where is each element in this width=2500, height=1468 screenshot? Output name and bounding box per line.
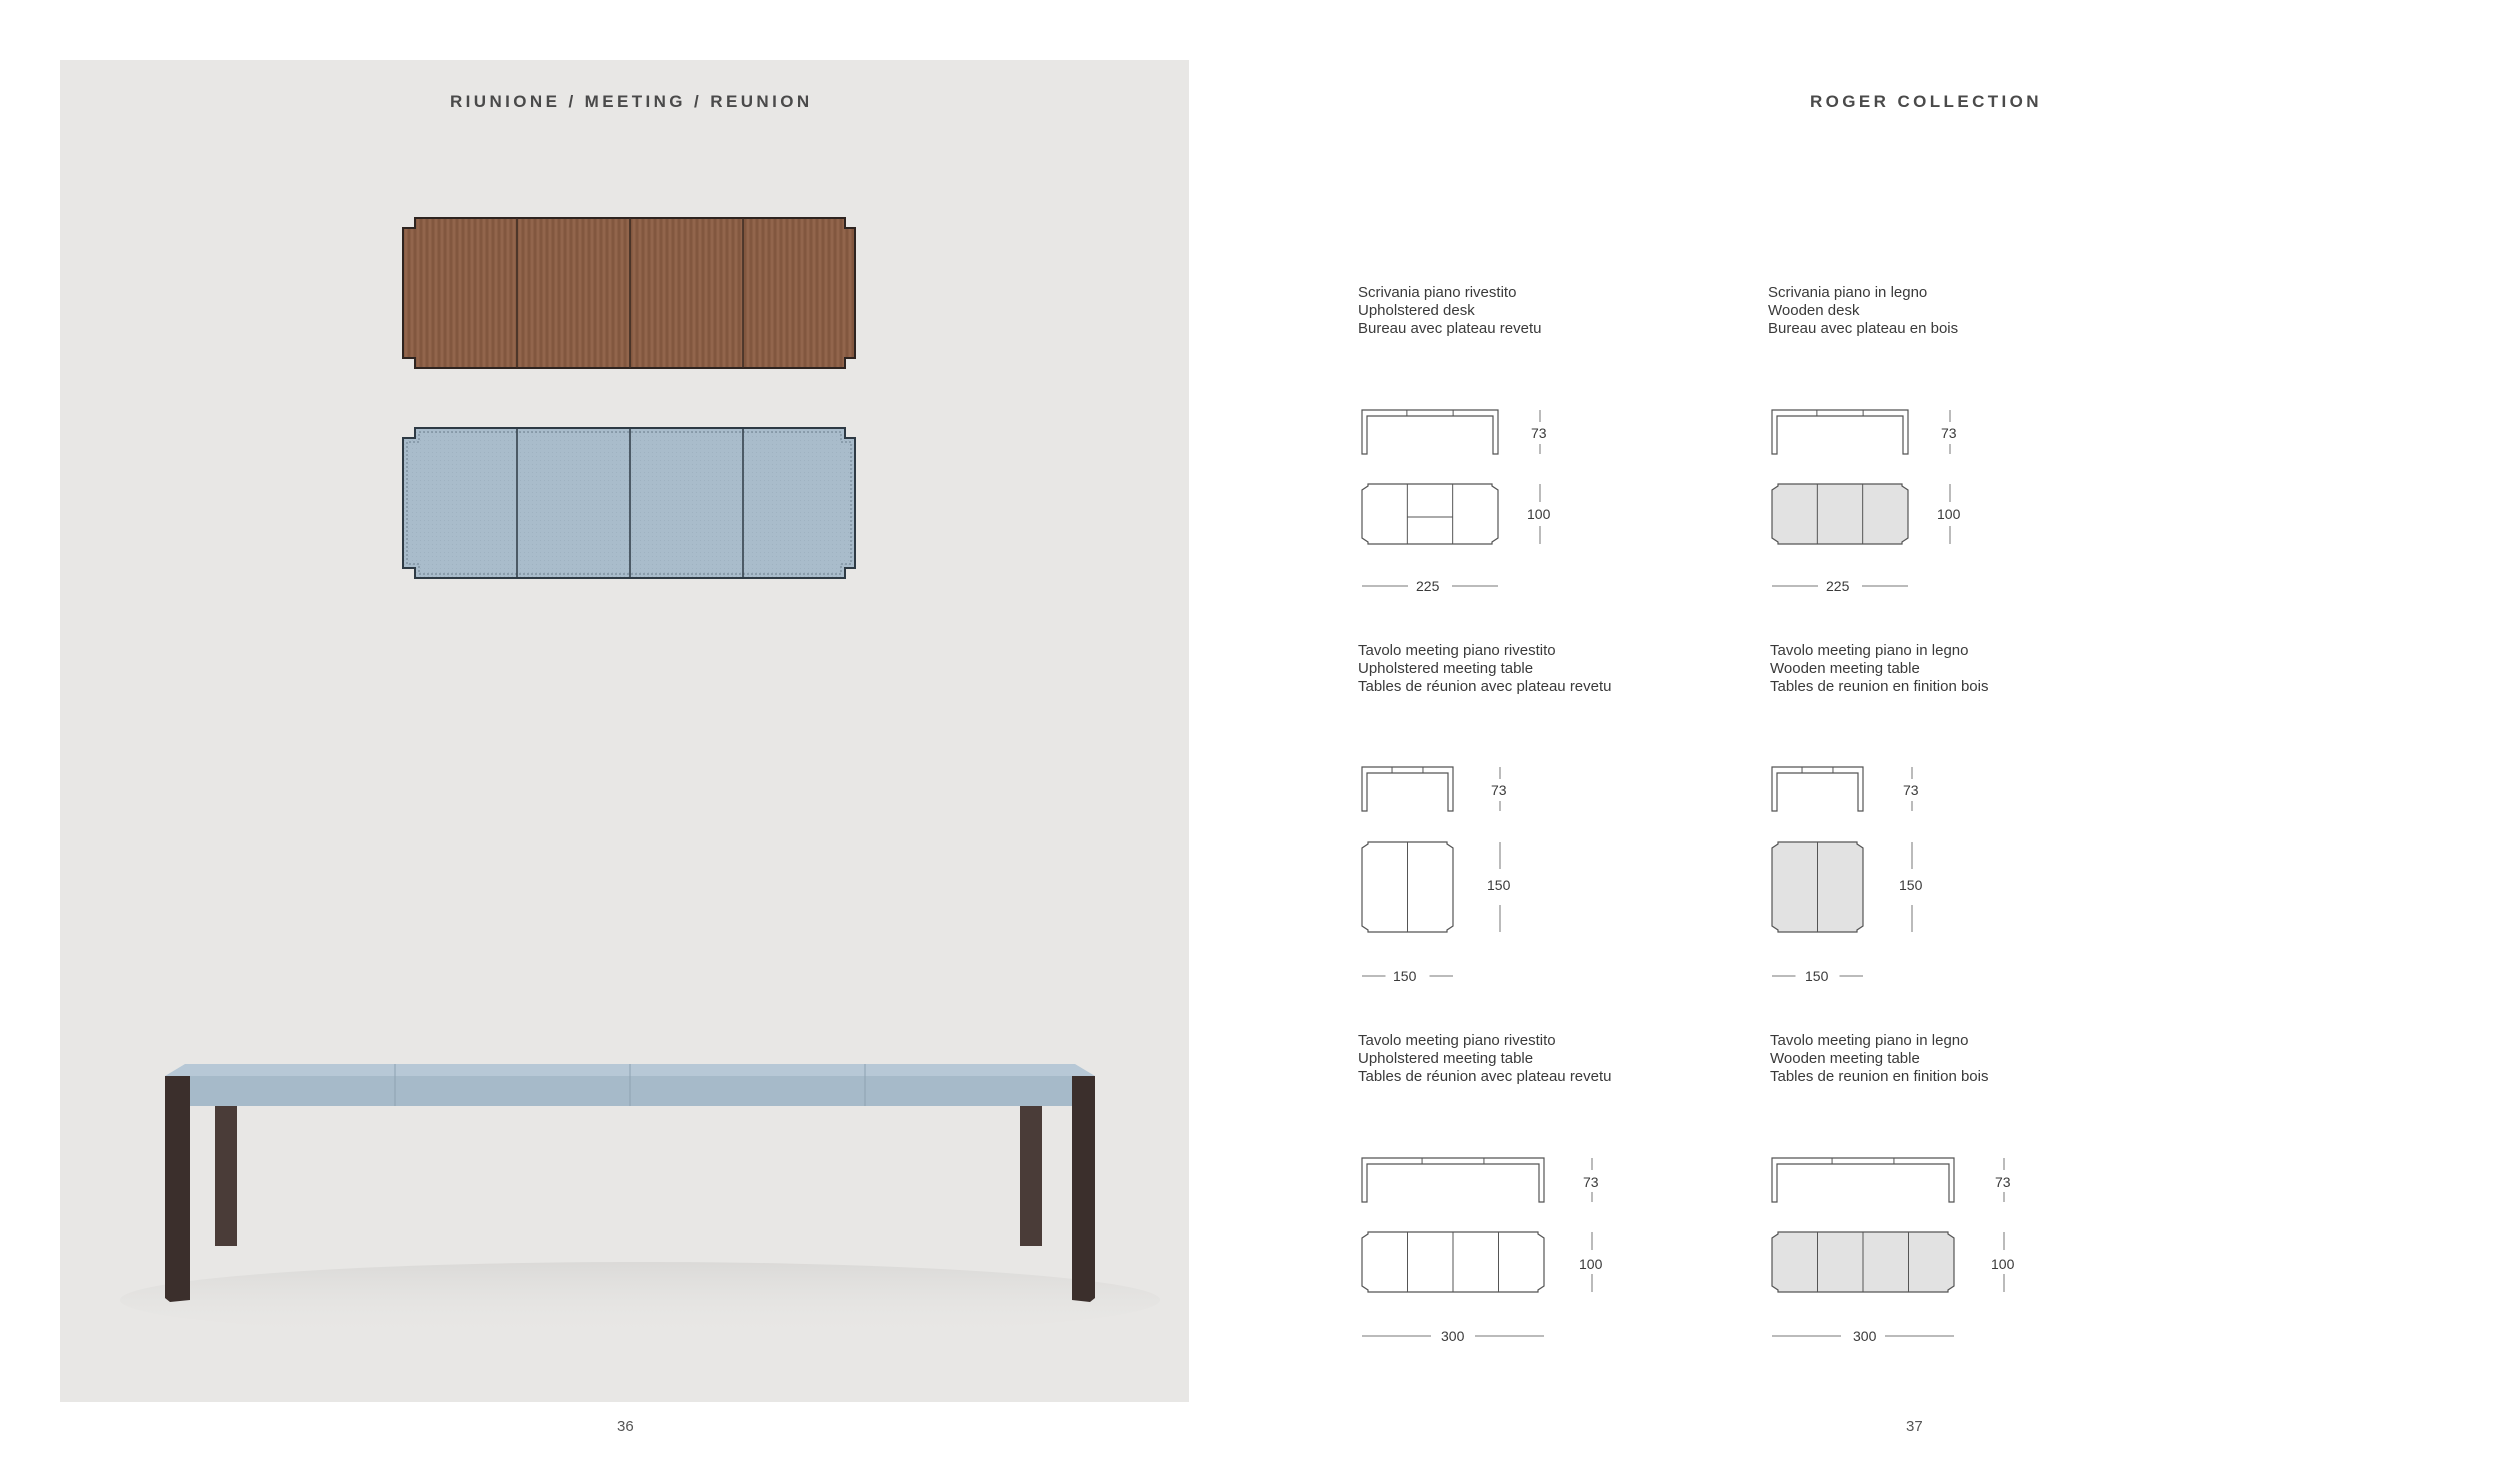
left-page-title: RIUNIONE / MEETING / REUNION: [450, 92, 813, 111]
meeting-table-photo: [120, 1064, 1160, 1338]
label-line-fr: Tables de réunion avec plateau revetu: [1358, 1068, 1612, 1085]
label-line-en: Wooden desk: [1768, 302, 1860, 319]
technical-drawings: [1362, 410, 2004, 1336]
dim-width-p2: 150: [1393, 968, 1417, 984]
elevation-drawing: [1362, 1158, 1544, 1202]
elevation-drawing: [1772, 1158, 1954, 1202]
label-line-en: Wooden meeting table: [1770, 660, 1920, 677]
label-line-fr: Bureau avec plateau en bois: [1768, 320, 1959, 337]
elevation-drawing: [1772, 410, 1908, 454]
wooden-tabletop-topview: [403, 218, 855, 368]
product-label-upholstered-desk: [1358, 284, 1541, 338]
dim-depth-p2: 150: [1487, 877, 1511, 893]
label-line-en: Wooden meeting table: [1770, 1050, 1920, 1067]
dim-width-p5: 300: [1853, 1328, 1877, 1344]
right-page-number: 37: [1906, 1418, 1923, 1435]
label-line-it: Tavolo meeting piano rivestito: [1358, 642, 1556, 659]
product-label-wooden-meeting-300: [1770, 1032, 1988, 1086]
elevation-drawing: [1362, 767, 1453, 811]
product-label-wooden-meeting-150: [1770, 642, 1988, 696]
label-line-fr: Tables de réunion avec plateau revetu: [1358, 678, 1612, 695]
dim-depth-p4: 100: [1579, 1256, 1603, 1272]
plan-drawing: [1772, 484, 1908, 544]
label-line-fr: Tables de reunion en finition bois: [1770, 1068, 1989, 1085]
dim-depth-p0: 100: [1527, 506, 1551, 522]
dim-height-p4: 73: [1583, 1174, 1599, 1190]
dim-height-p1: 73: [1941, 425, 1957, 441]
dim-height-p5: 73: [1995, 1174, 2011, 1190]
product-label-wooden-desk: [1768, 284, 1958, 338]
dim-height-p2: 73: [1491, 782, 1507, 798]
product-label-upholstered-meeting-300: [1358, 1032, 1612, 1086]
dim-depth-p1: 100: [1937, 506, 1961, 522]
label-line-it: Tavolo meeting piano in legno: [1770, 642, 1969, 659]
label-line-en: Upholstered meeting table: [1358, 660, 1534, 677]
elevation-drawing: [1362, 410, 1498, 454]
label-line-it: Tavolo meeting piano in legno: [1770, 1032, 1969, 1049]
right-page-title: ROGER COLLECTION: [1810, 92, 2042, 111]
dim-width-p4: 300: [1441, 1328, 1465, 1344]
label-line-it: Scrivania piano rivestito: [1358, 284, 1517, 301]
upholstered-tabletop-topview: [403, 428, 855, 578]
dim-height-p3: 73: [1903, 782, 1919, 798]
dim-height-p0: 73: [1531, 425, 1547, 441]
label-line-en: Upholstered desk: [1358, 302, 1475, 319]
product-label-upholstered-meeting-150: [1358, 642, 1612, 696]
left-page-number: 36: [617, 1418, 634, 1435]
dim-depth-p3: 150: [1899, 877, 1923, 893]
label-line-fr: Bureau avec plateau revetu: [1358, 320, 1542, 337]
label-line-fr: Tables de reunion en finition bois: [1770, 678, 1989, 695]
elevation-drawing: [1772, 767, 1863, 811]
label-line-en: Upholstered meeting table: [1358, 1050, 1534, 1067]
dim-width-p1: 225: [1826, 578, 1850, 594]
plan-drawing: [1362, 484, 1498, 544]
dim-depth-p5: 100: [1991, 1256, 2015, 1272]
label-line-it: Scrivania piano in legno: [1768, 284, 1928, 301]
dim-width-p3: 150: [1805, 968, 1829, 984]
label-line-it: Tavolo meeting piano rivestito: [1358, 1032, 1556, 1049]
dim-width-p0: 225: [1416, 578, 1440, 594]
